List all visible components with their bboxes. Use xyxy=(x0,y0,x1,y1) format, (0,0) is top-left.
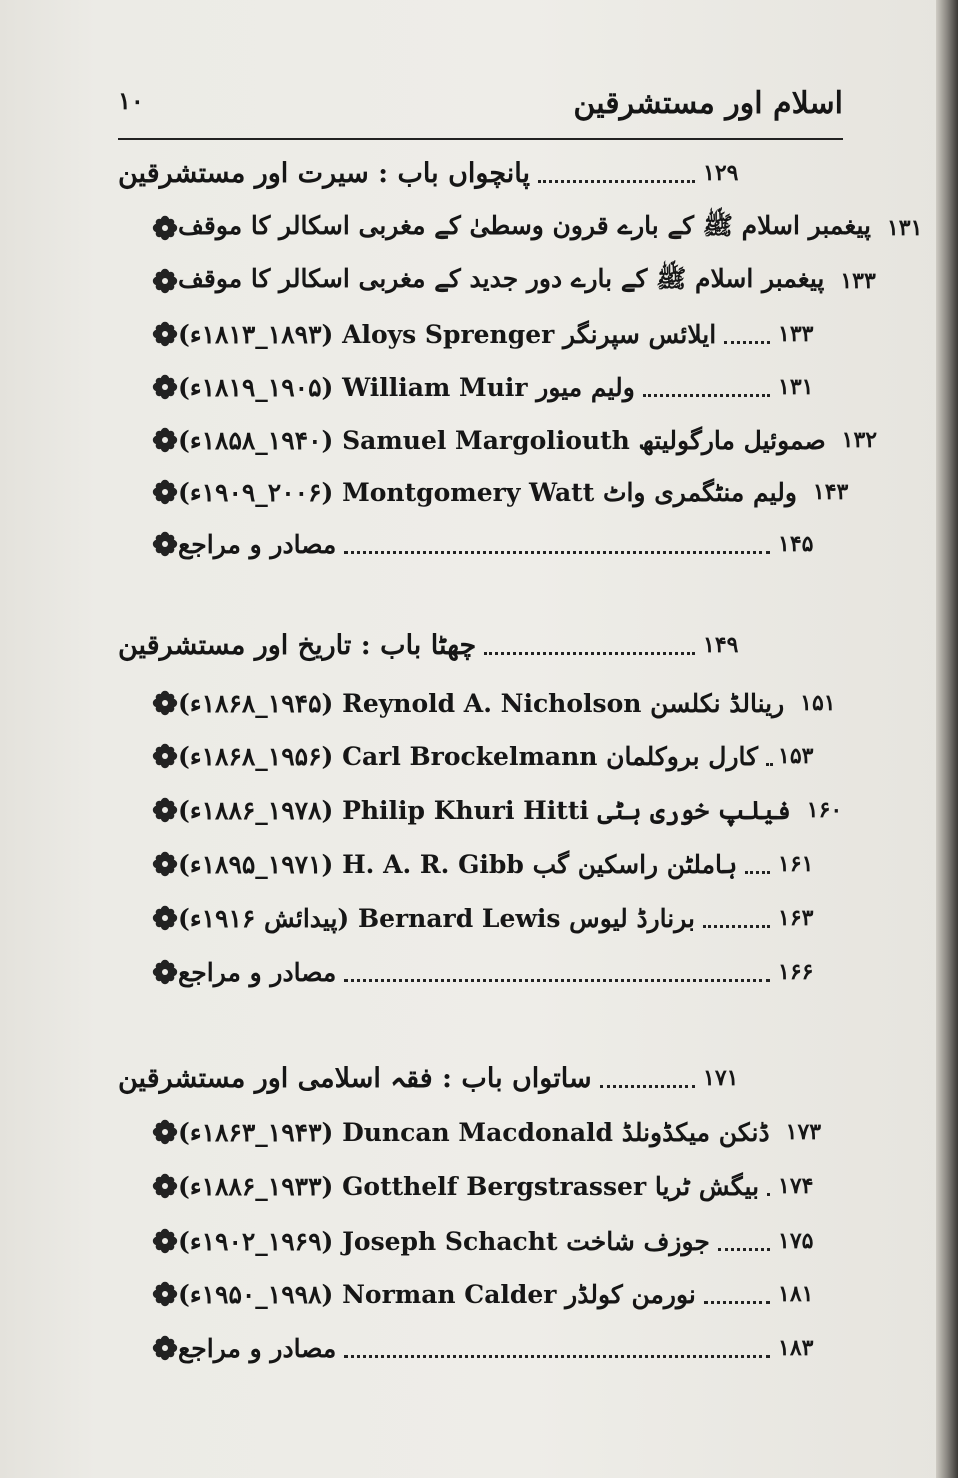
flower-ornament-icon xyxy=(152,321,178,347)
toc-entry-page: ۱۵۱ xyxy=(800,690,836,716)
toc-entry[interactable] xyxy=(118,1325,838,1371)
toc-entry[interactable] xyxy=(118,680,838,726)
toc-entry-label: پیغمبر اسلام ﷺ کے بارے دور جدید کے مغربی اسکالر کا موقف xyxy=(178,263,825,293)
toc-entry[interactable] xyxy=(118,469,849,515)
toc-entry-page: ۱۶۱ xyxy=(778,851,814,877)
dot-leader xyxy=(724,341,770,344)
flower-ornament-icon xyxy=(152,1335,178,1361)
toc-entry-page: ۱۵۳ xyxy=(778,743,814,769)
toc-entry-page: ۱۴۵ xyxy=(778,531,814,557)
toc-entry-label: ڈنکن میکڈونلڈ Duncan Macdonald (۱۸۶۳_۱۹۴۳ء) xyxy=(178,1117,770,1147)
toc-entry-page: ۱۸۳ xyxy=(778,1335,814,1361)
toc-entry-label: مصادر و مراجع xyxy=(178,529,337,559)
page-edge-shadow xyxy=(936,0,958,1478)
toc-entry-label: فیلپ خوری ہٹی Philip Khuri Hitti (۱۸۸۶_۱۹۷۸ء) xyxy=(178,795,791,825)
toc-entry[interactable] xyxy=(118,1271,838,1317)
dot-leader xyxy=(344,551,770,554)
dot-leader xyxy=(600,1085,695,1088)
flower-ornament-icon xyxy=(152,531,178,557)
flower-ornament-icon xyxy=(152,905,178,931)
toc-entry-label: نورمن کولڈر Norman Calder (۱۹۵۰_۱۹۹۸ء) xyxy=(178,1279,696,1309)
toc-entry-page: ۱۶۳ xyxy=(778,905,814,931)
toc-entry[interactable] xyxy=(118,841,838,887)
toc-entry-page: ۱۳۲ xyxy=(841,427,878,453)
toc-entry-page: ۱۳۱ xyxy=(886,215,923,241)
toc-entry[interactable] xyxy=(118,311,838,357)
dot-leader xyxy=(344,979,770,982)
chapter-page-number: ۱۴۹ xyxy=(703,632,739,658)
toc-entry[interactable] xyxy=(118,258,876,304)
toc-entry-page: ۱۷۴ xyxy=(778,1173,814,1199)
chapter-title: پانچواں باب : سیرت اور مستشرقین xyxy=(118,157,531,189)
chapter-heading[interactable] xyxy=(118,1055,763,1101)
toc-entry[interactable] xyxy=(118,895,838,941)
toc-entry-label: رینالڈ نکلسن Reynold A. Nicholson (۱۸۶۸_۱۹۴۵ء) xyxy=(178,688,785,718)
dot-leader xyxy=(745,871,770,874)
flower-ornament-icon xyxy=(152,268,178,294)
toc-entry-page: ۱۶۰ xyxy=(806,797,843,823)
flower-ornament-icon xyxy=(152,1119,178,1145)
flower-ornament-icon xyxy=(152,851,178,877)
dot-leader xyxy=(766,763,770,766)
flower-ornament-icon xyxy=(152,1228,178,1254)
toc-entry-page: ۱۴۳ xyxy=(812,479,849,505)
flower-ornament-icon xyxy=(152,1173,178,1199)
toc-entry-label: ولیم منٹگمری واٹ Montgomery Watt (۱۹۰۹_۲۰۰۶ء) xyxy=(178,477,797,507)
toc-entry-label: برنارڈ لیوس Bernard Lewis (پیدائش ۱۹۱۶ء) xyxy=(178,903,696,933)
dot-leader xyxy=(718,1248,770,1251)
toc-entry-label: ایلائس سپرنگر Aloys Sprenger (۱۸۱۳_۱۸۹۳ء) xyxy=(178,319,717,349)
toc-entry-label: ہاملٹن راسکین گب H. A. R. Gibb (۱۸۹۵_۱۹۷۱ء) xyxy=(178,849,738,879)
page-number: ۱۰ xyxy=(118,86,144,115)
toc-entry-label: ولیم میور William Muir (۱۸۱۹_۱۹۰۵ء) xyxy=(178,372,635,402)
toc-entry[interactable] xyxy=(118,1163,838,1209)
toc-entry-page: ۱۷۵ xyxy=(778,1228,814,1254)
toc-entry-label: جوزف شاخت Joseph Schacht (۱۹۰۲_۱۹۶۹ء) xyxy=(178,1226,710,1256)
dot-leader xyxy=(703,925,770,928)
toc-entry-page: ۱۳۳ xyxy=(840,268,876,294)
chapter-page-number: ۱۷۱ xyxy=(703,1065,739,1091)
dot-leader xyxy=(538,180,695,183)
toc-entry-label: بیگش ٹریا Gotthelf Bergstrasser (۱۸۸۶_۱۹۳۳ء) xyxy=(178,1171,760,1201)
toc-entry[interactable] xyxy=(118,205,923,251)
chapter-heading[interactable] xyxy=(118,622,763,668)
toc-entry[interactable] xyxy=(118,364,838,410)
dot-leader xyxy=(344,1355,770,1358)
toc-entry[interactable] xyxy=(118,521,838,567)
flower-ornament-icon xyxy=(152,374,178,400)
toc-entry-label: مصادر و مراجع xyxy=(178,957,337,987)
flower-ornament-icon xyxy=(152,797,178,823)
toc-entry[interactable] xyxy=(118,417,878,463)
toc-entry[interactable] xyxy=(118,733,838,779)
chapter-title: ساتواں باب : فقہ اسلامی اور مستشرقین xyxy=(118,1062,592,1094)
chapter-title: چھٹا باب : تاریخ اور مستشرقین xyxy=(118,629,477,661)
toc-entry[interactable] xyxy=(118,1109,838,1155)
toc-entry[interactable] xyxy=(118,787,843,833)
dot-leader xyxy=(643,394,770,397)
flower-ornament-icon xyxy=(152,1281,178,1307)
flower-ornament-icon xyxy=(152,427,178,453)
toc-entry[interactable] xyxy=(118,949,838,995)
dot-leader xyxy=(704,1301,770,1304)
header-rule xyxy=(118,138,843,140)
chapter-heading[interactable] xyxy=(118,150,763,196)
running-header-title: اسلام اور مستشرقین xyxy=(573,86,843,121)
toc-entry-page: ۱۳۳ xyxy=(778,321,814,347)
toc-entry-page: ۱۸۱ xyxy=(778,1281,814,1307)
flower-ornament-icon xyxy=(152,690,178,716)
chapter-page-number: ۱۲۹ xyxy=(703,160,739,186)
toc-entry-page: ۱۶۶ xyxy=(778,959,814,985)
flower-ornament-icon xyxy=(152,215,178,241)
toc-entry-label: صموئیل مارگولیتھ Samuel Margoliouth (۱۸۵۸_۱۹۴۰ء) xyxy=(178,425,826,455)
toc-entry-page: ۱۳۱ xyxy=(778,374,814,400)
toc-entry-label: کارل بروکلمان Carl Brockelmann (۱۸۶۸_۱۹۵۶ء) xyxy=(178,741,759,771)
dot-leader xyxy=(484,652,695,655)
toc-entry[interactable] xyxy=(118,1218,838,1264)
toc-entry-label: مصادر و مراجع xyxy=(178,1333,337,1363)
toc-entry-page: ۱۷۳ xyxy=(785,1119,822,1145)
flower-ornament-icon xyxy=(152,743,178,769)
toc-entry-label: پیغمبر اسلام ﷺ کے بارے قرون وسطیٰ کے مغربی اسکالر کا موقف xyxy=(178,210,871,240)
flower-ornament-icon xyxy=(152,479,178,505)
flower-ornament-icon xyxy=(152,959,178,985)
dot-leader xyxy=(767,1193,770,1196)
